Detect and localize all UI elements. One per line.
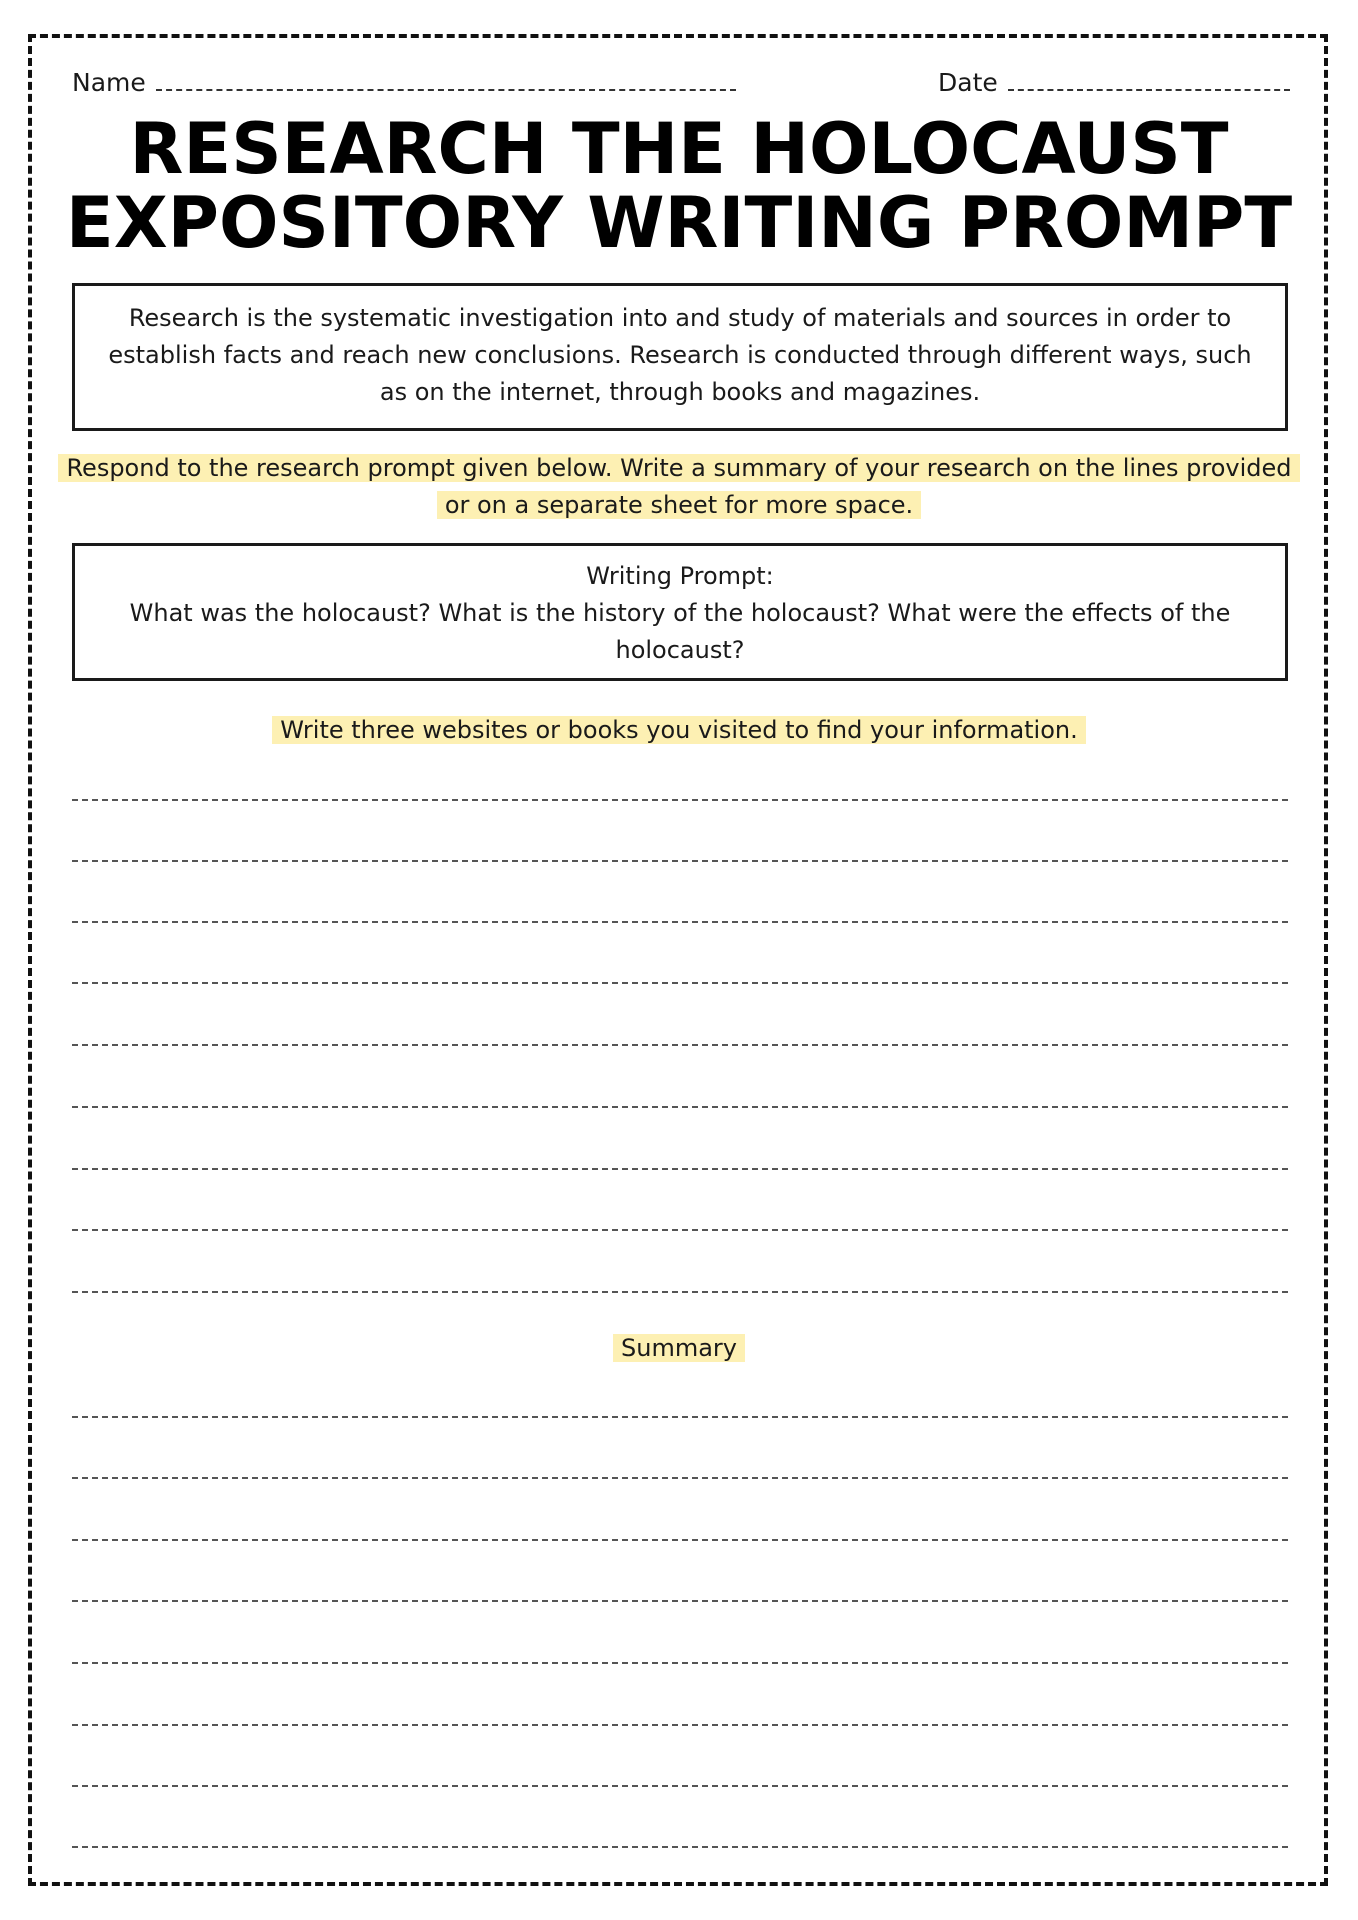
date-field[interactable]	[938, 68, 1290, 97]
summary-heading	[0, 1330, 1358, 1367]
sources-writing-line[interactable]	[72, 1168, 1288, 1170]
research-definition-text: Research is the systematic investigation into and study of materials and sources in order to establish facts and reach new conclusions. Research is conducted through different ways, such as on the internet, through books and magazines.	[108, 304, 1252, 406]
sources-writing-line[interactable]	[72, 1229, 1288, 1231]
name-label: Name	[72, 68, 146, 97]
summary-writing-line[interactable]	[72, 1477, 1288, 1479]
summary-writing-line[interactable]	[72, 1662, 1288, 1664]
summary-writing-line[interactable]	[72, 1416, 1288, 1418]
page-title-line-1: RESEARCH THE HOLOCAUST	[129, 108, 1229, 190]
summary-writing-line[interactable]	[72, 1600, 1288, 1602]
page-title-line-2: EXPOSITORY WRITING PROMPT	[65, 182, 1293, 264]
sources-writing-line[interactable]	[72, 1044, 1288, 1046]
instructions	[0, 450, 1358, 524]
summary-writing-line[interactable]	[72, 1785, 1288, 1787]
date-line[interactable]	[1008, 89, 1290, 91]
sources-writing-line[interactable]	[72, 982, 1288, 984]
sources-writing-line[interactable]	[72, 1106, 1288, 1108]
sources-writing-line[interactable]	[72, 860, 1288, 862]
instructions-line-2: or on a separate sheet for more space.	[437, 491, 921, 519]
writing-prompt-heading: Writing Prompt:	[586, 562, 774, 590]
date-label: Date	[938, 68, 998, 97]
instructions-line-1: Respond to the research prompt given below. Write a summary of your research on the lines provided	[58, 454, 1299, 482]
summary-writing-line[interactable]	[72, 1846, 1288, 1848]
sources-instruction	[0, 712, 1358, 749]
name-field[interactable]	[72, 68, 736, 97]
sources-writing-line[interactable]	[72, 799, 1288, 801]
summary-writing-line[interactable]	[72, 1539, 1288, 1541]
sources-writing-line[interactable]	[72, 921, 1288, 923]
name-line[interactable]	[156, 89, 736, 91]
sources-writing-line[interactable]	[72, 1291, 1288, 1293]
summary-label: Summary	[613, 1334, 745, 1362]
research-definition-box	[72, 283, 1288, 431]
sources-instruction-text: Write three websites or books you visited to find your information.	[272, 716, 1086, 744]
writing-prompt-text: What was the holocaust? What is the history of the holocaust? What were the effects of the holocaust?	[129, 599, 1231, 664]
summary-writing-line[interactable]	[72, 1724, 1288, 1726]
writing-prompt-box	[72, 543, 1288, 681]
